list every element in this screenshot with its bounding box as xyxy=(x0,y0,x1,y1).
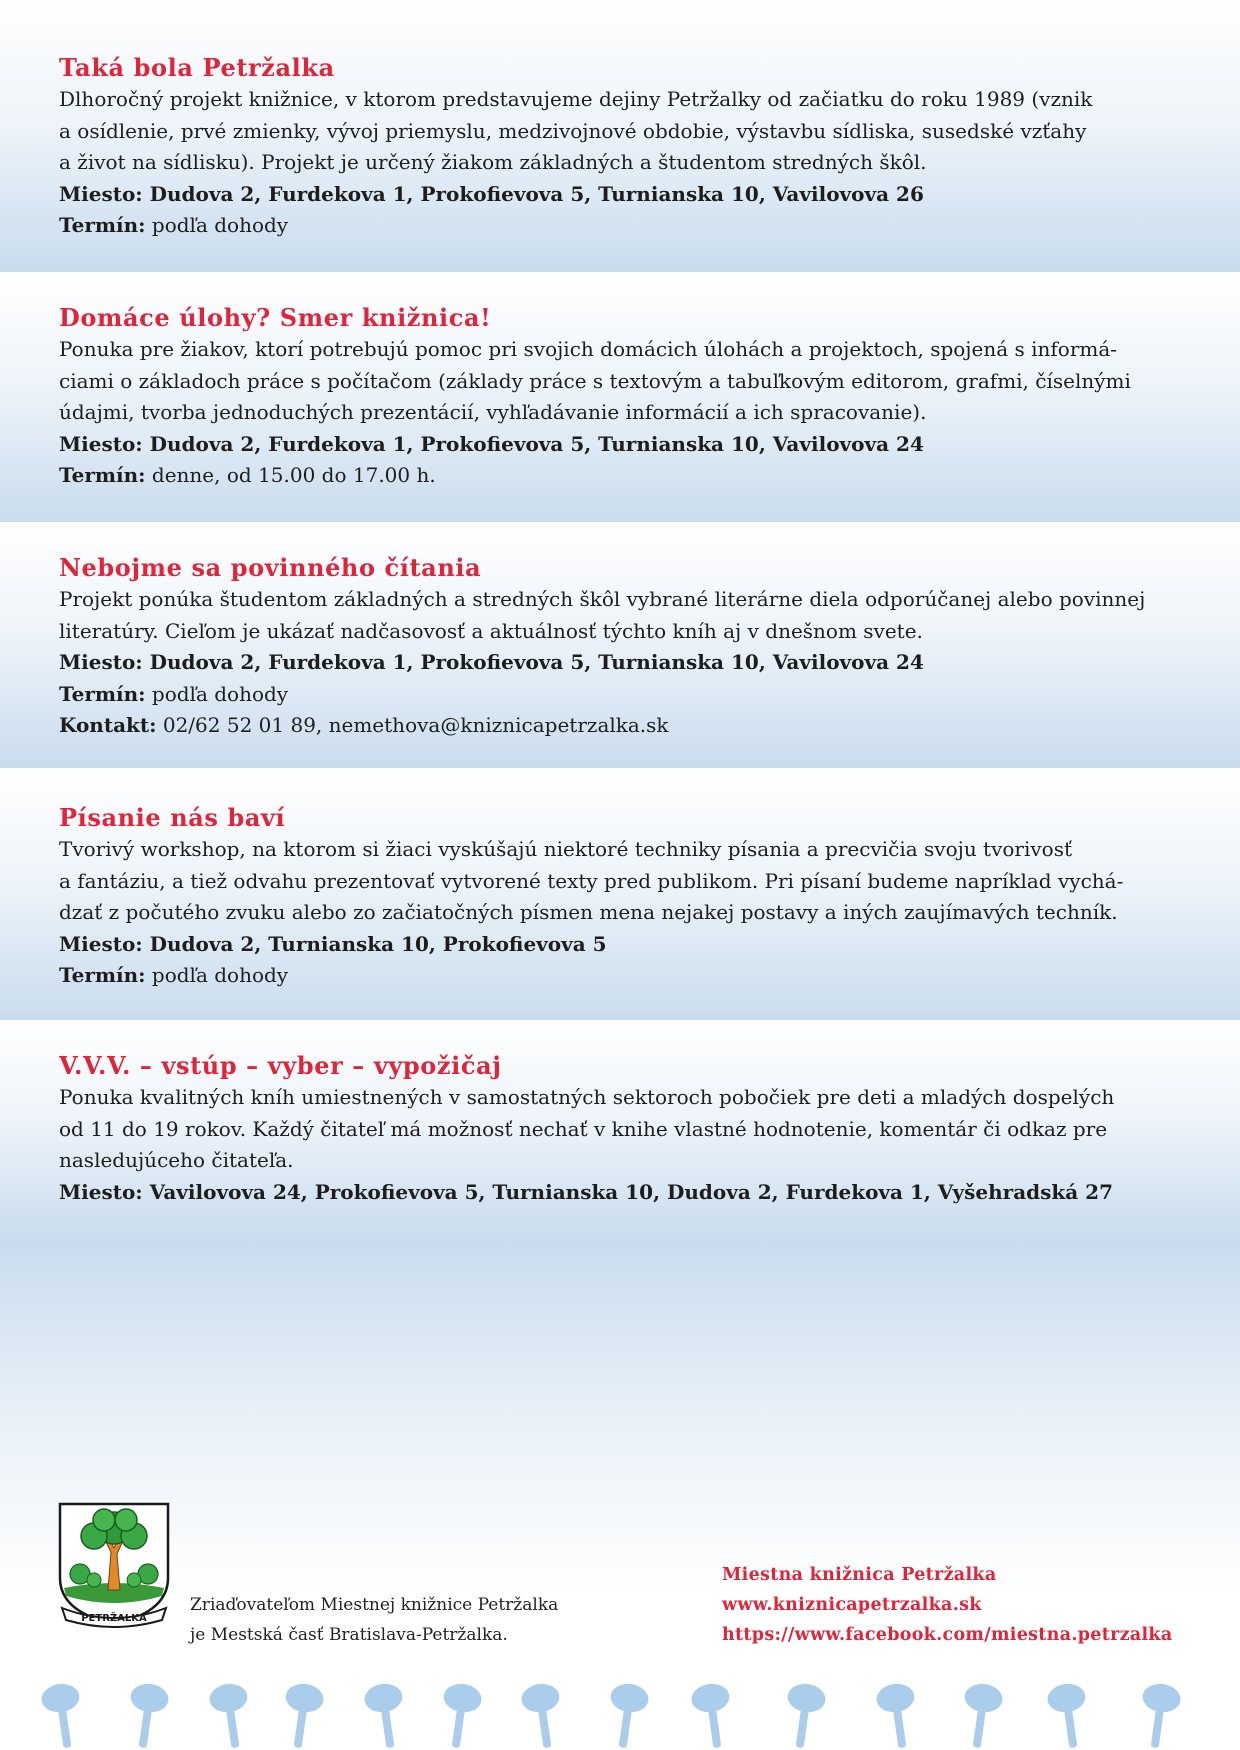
section-text-line: Ponuka kvalitných kníh umiestnených v samostatných sektoroch pobočiek pre deti a mladých dospelých xyxy=(59,1085,1115,1109)
founder-line: Zriaďovateľom Miestnej knižnice Petržalka xyxy=(190,1595,559,1615)
term-value: podľa dohody xyxy=(145,963,289,987)
contact-label: Kontakt: xyxy=(59,713,157,737)
pin-icon xyxy=(608,1682,650,1750)
section-term xyxy=(59,679,1200,711)
term-label: Termín: xyxy=(59,963,146,987)
section-pisanie-nas-bavi xyxy=(0,768,1240,1020)
section-title: V.V.V. – vstúp – vyber – vypožičaj xyxy=(59,1051,502,1080)
section-text-line: Projekt ponúka študentom základných a stredných škôl vybrané literárne diela odporúčanej alebo povinnej xyxy=(59,587,1146,611)
pin-icon xyxy=(40,1682,82,1750)
library-name: Miestna knižnica Petržalka xyxy=(722,1565,997,1585)
section-text-line: Tvorivý workshop, na ktorom si žiaci vyskúšajú niektoré techniky písania a precvičia svoju tvorivosť xyxy=(59,837,1073,861)
section-place: Miesto: Dudova 2, Turnianska 10, Prokofievova 5 xyxy=(59,931,607,956)
website-link[interactable]: www.kniznicapetrzalka.sk xyxy=(722,1595,982,1615)
decorative-pins xyxy=(0,1682,1240,1750)
term-value: denne, od 15.00 do 17.00 h. xyxy=(145,463,436,487)
term-label: Termín: xyxy=(59,681,146,706)
section-nebojme-sa xyxy=(0,522,1240,768)
section-text-line: a osídlenie, prvé zmienky, vývoj priemyslu, medzivojnové obdobie, výstavbu sídliska, susedské vzťahy xyxy=(59,118,1087,143)
contact-value[interactable]: 02/62 52 01 89, nemethova@kniznicapetrzalka.sk xyxy=(156,713,669,737)
pin-icon xyxy=(785,1682,827,1750)
founder-line: je Mestská časť Bratislava-Petržalka. xyxy=(190,1625,508,1645)
section-text-line: Dlhoročný projekt knižnice, v ktorom predstavujeme dejiny Petržalky od začiatku do roku 1989 (vznik xyxy=(59,87,1093,111)
term-label: Termín: xyxy=(59,213,146,237)
term-value: podľa dohody xyxy=(145,681,289,706)
pin-icon xyxy=(1140,1682,1182,1750)
pin-icon xyxy=(690,1682,732,1750)
section-title: Taká bola Petržalka xyxy=(59,53,335,82)
pin-icon xyxy=(208,1682,250,1750)
section-term xyxy=(59,960,1200,992)
section-text-line: ciami o základoch práce s počítačom (základy práce s textovým a tabuľkovým editorom, grafmi, číselnými xyxy=(59,368,1131,393)
section-vvv xyxy=(0,1020,1240,1240)
pin-icon xyxy=(128,1682,170,1750)
facebook-link[interactable]: https://www.facebook.com/miestna.petrzalka xyxy=(722,1625,1173,1645)
term-value: podľa dohody xyxy=(145,213,289,237)
section-text-line: dzať z počutého zvuku alebo zo začiatočných písmen mena nejakej postavy a iných zaujímavých techník. xyxy=(59,900,1118,924)
section-title: Písanie nás baví xyxy=(59,803,286,832)
petrzalka-crest-icon xyxy=(54,1500,174,1630)
section-text-line: literatúry. Cieľom je ukázať nadčasovosť a aktuálnosť týchto kníh aj v dnešnom svete. xyxy=(59,618,923,643)
founder-note xyxy=(190,1590,558,1650)
footer-background xyxy=(0,1240,1240,1750)
library-contacts xyxy=(722,1560,1173,1650)
pin-icon xyxy=(283,1682,325,1750)
term-label: Termín: xyxy=(59,463,146,487)
crest-text: PETRŽALKA xyxy=(81,1613,147,1624)
section-text-line: Ponuka pre žiakov, ktorí potrebujú pomoc pri svojich domácich úlohách a projektoch, spojená s informá- xyxy=(59,337,1118,361)
section-term xyxy=(59,210,1200,242)
section-place: Miesto: Dudova 2, Furdekova 1, Prokofievova 5, Turnianska 10, Vavilovova 24 xyxy=(59,650,924,674)
section-place: Miesto: Vavilovova 24, Prokofievova 5, Turnianska 10, Dudova 2, Furdekova 1, Vyšehradská 27 xyxy=(59,1179,1114,1204)
pin-icon xyxy=(520,1682,562,1750)
section-place: Miesto: Dudova 2, Furdekova 1, Prokofievova 5, Turnianska 10, Vavilovova 26 xyxy=(59,181,924,206)
section-contact xyxy=(59,710,1200,742)
section-text-line: a život na sídlisku). Projekt je určený žiakom základných a študentom stredných škôl. xyxy=(59,150,927,174)
pin-icon xyxy=(875,1682,917,1750)
pin-icon xyxy=(363,1682,405,1750)
section-domace-ulohy xyxy=(0,272,1240,522)
section-text-line: údajmi, tvorba jednoduchých prezentácií, vyhľadávanie informácií a ich spracovanie). xyxy=(59,400,927,424)
pin-icon xyxy=(962,1682,1004,1750)
pin-icon xyxy=(1046,1682,1088,1750)
pin-icon xyxy=(441,1682,483,1750)
section-title: Domáce úlohy? Smer knižnica! xyxy=(59,303,492,332)
section-term xyxy=(59,460,1200,492)
section-title: Nebojme sa povinného čítania xyxy=(59,553,482,582)
section-text-line: od 11 do 19 rokov. Každý čitateľ má možnosť nechať v knihe vlastné hodnotenie, komentár či odkaz pre xyxy=(59,1116,1108,1141)
section-text-line: a fantáziu, a tiež odvahu prezentovať vytvorené texty pred publikom. Pri písaní budeme napríklad vychá- xyxy=(59,868,1124,893)
section-taka-bola-petrzalka xyxy=(0,0,1240,272)
section-place: Miesto: Dudova 2, Furdekova 1, Prokofievova 5, Turnianska 10, Vavilovova 24 xyxy=(59,431,924,456)
section-text-line: nasledujúceho čitateľa. xyxy=(59,1148,294,1172)
